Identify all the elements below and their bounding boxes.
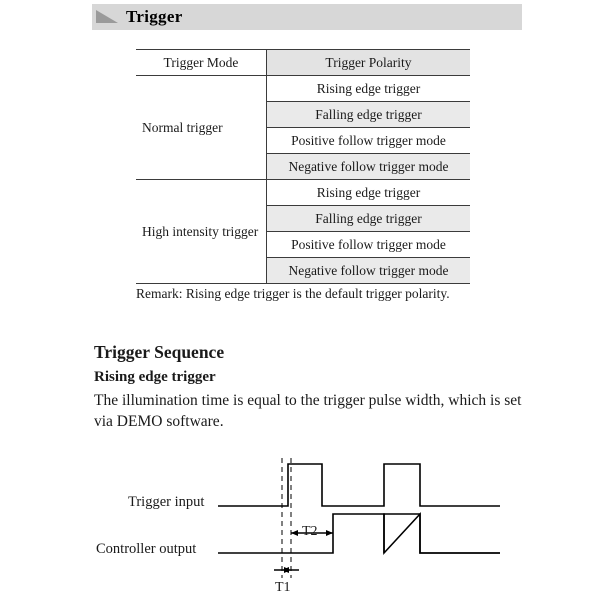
- table-row: [136, 76, 470, 102]
- section-header-bar: [92, 4, 522, 30]
- cell-mode-high-intensity: High intensity trigger: [136, 180, 267, 284]
- table-row: [136, 180, 470, 206]
- timing-diagram: [0, 440, 600, 600]
- flag-triangle-icon: [92, 4, 122, 30]
- page-title: Trigger: [126, 7, 183, 26]
- t2-arrow-right: [326, 530, 333, 536]
- label-t1: T1: [275, 580, 291, 595]
- trigger-input-waveform: [248, 464, 500, 506]
- trigger-table: [136, 49, 470, 284]
- cell-polarity: Falling edge trigger: [267, 206, 471, 232]
- t2-arrow-left: [291, 530, 298, 536]
- cell-polarity: Negative follow trigger mode: [267, 154, 471, 180]
- cell-polarity: Positive follow trigger mode: [267, 232, 471, 258]
- body-paragraph: The illumination time is equal to the trigger pulse width, which is set via DEMO software.: [94, 392, 522, 430]
- column-header-trigger-mode: Trigger Mode: [136, 50, 267, 76]
- section-title-trigger-sequence: Trigger Sequence: [94, 342, 225, 362]
- cell-polarity: Negative follow trigger mode: [267, 258, 471, 284]
- label-t2: T2: [302, 524, 318, 539]
- cell-mode-normal: Normal trigger: [136, 76, 267, 180]
- column-header-trigger-polarity: Trigger Polarity: [267, 50, 471, 76]
- cell-polarity: Falling edge trigger: [267, 102, 471, 128]
- label-controller-output: Controller output: [96, 541, 197, 557]
- cell-polarity: Rising edge trigger: [267, 180, 471, 206]
- table-header-row: [136, 50, 470, 76]
- label-trigger-input: Trigger input: [128, 494, 205, 510]
- controller-output-waveform: [248, 514, 500, 553]
- table-remark: Remark: Rising edge trigger is the default trigger polarity.: [136, 286, 450, 301]
- cell-polarity: Rising edge trigger: [267, 76, 471, 102]
- subsection-title-rising-edge-trigger: Rising edge trigger: [94, 369, 216, 385]
- timing-diagram-svg: [0, 440, 600, 600]
- cell-polarity: Positive follow trigger mode: [267, 128, 471, 154]
